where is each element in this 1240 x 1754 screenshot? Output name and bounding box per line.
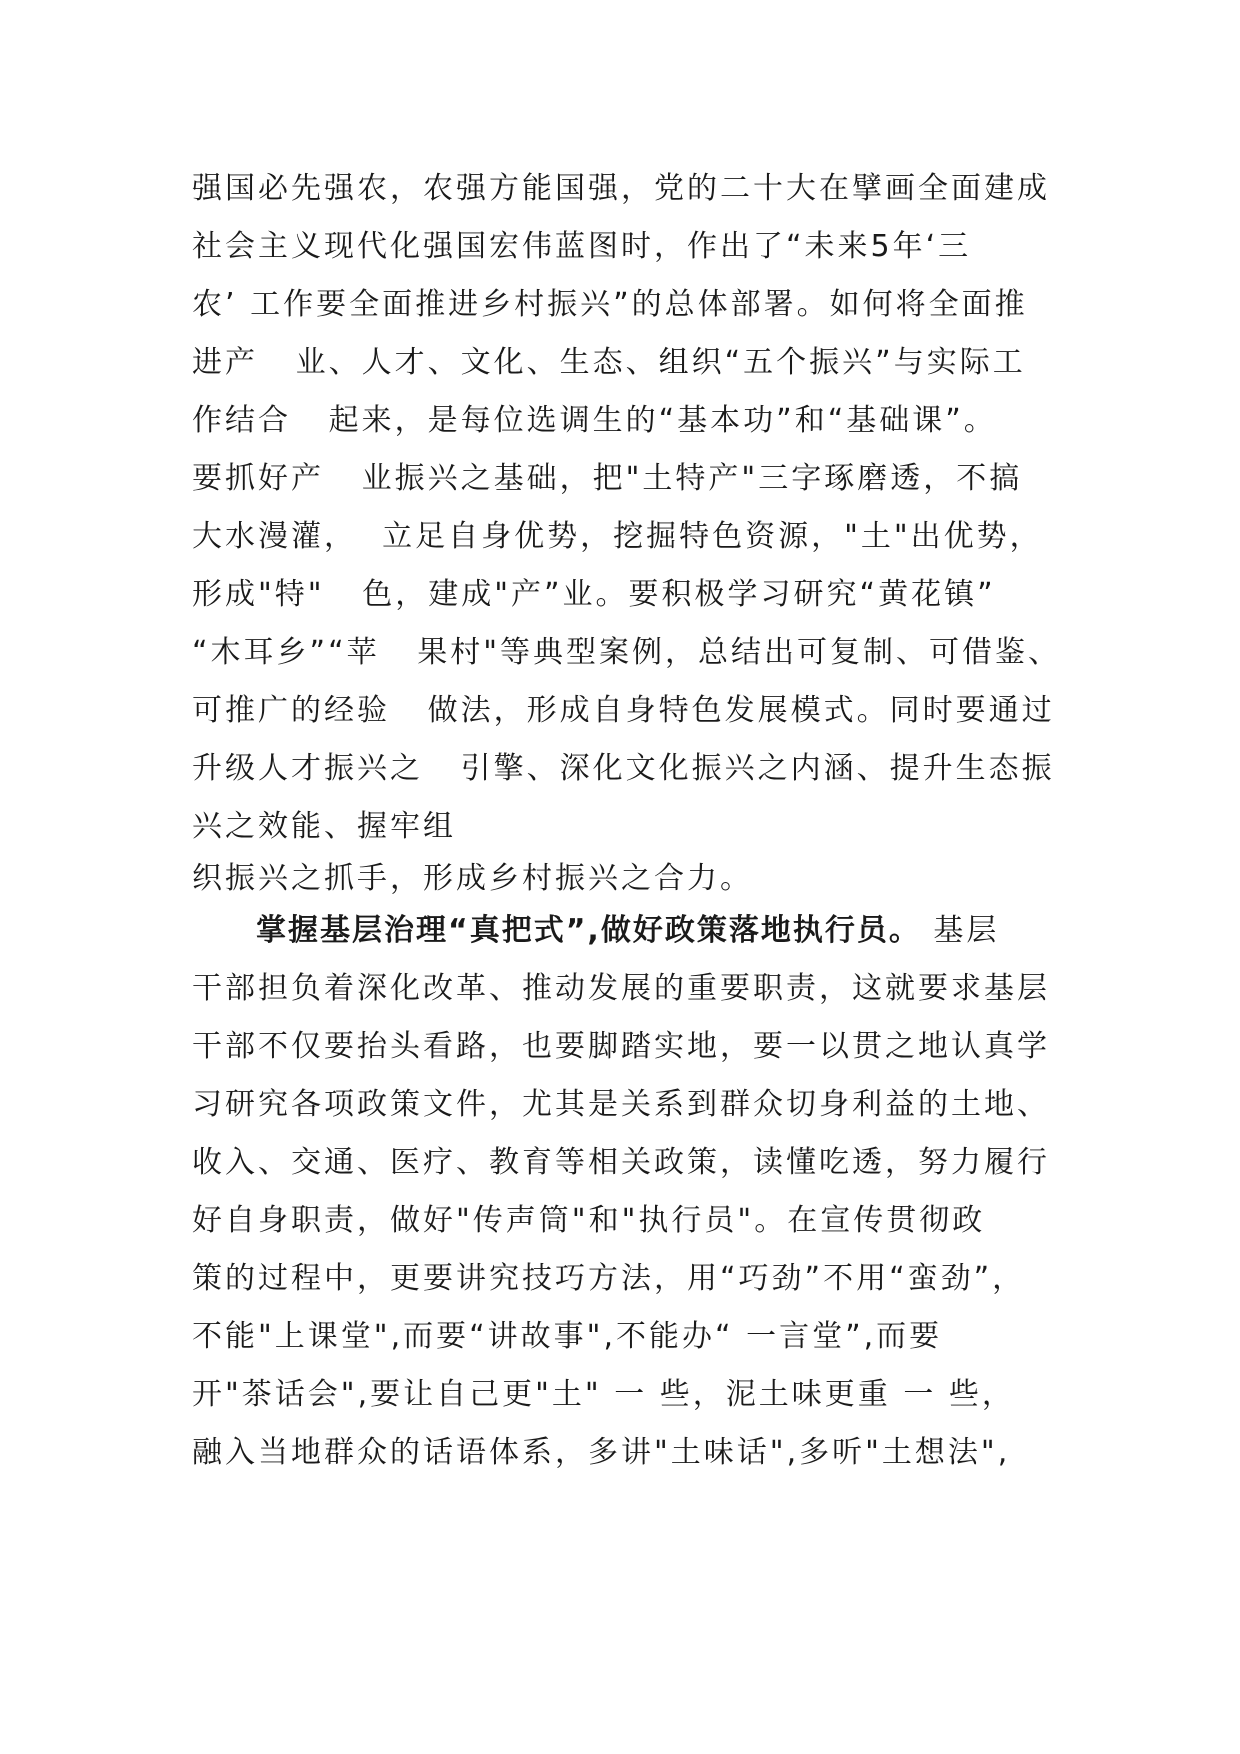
- text-line: 好自身职责，做好"传声筒"和"执行员"。在宣传贯彻政: [192, 1203, 986, 1238]
- text-line: 形成"特" 色，建成"产”业。要积极学习研究“黄花镇”: [192, 577, 996, 612]
- text-line: 融入当地群众的话语体系，多讲"土味话",多听"土想法",: [192, 1435, 1011, 1470]
- text-line: 要抓好产 业振兴之基础，把"土特产"三字琢磨透，不搞: [192, 461, 1023, 496]
- text-line: 收入、交通、医疗、教育等相关政策，读懂吃透，努力履行: [192, 1145, 1050, 1180]
- text-line: 作结合 起来，是每位选调生的“基本功”和“基础课”。: [192, 403, 997, 438]
- paragraph-rural-revitalization: [192, 160, 1112, 908]
- text-line: 可推广的经验 做法，形成自身特色发展模式。同时要通过: [192, 693, 1055, 728]
- text-line: 兴之效能、握牢组: [192, 809, 456, 844]
- text-line: 不能"上课堂",而要“讲故事",不能办“ 一言堂”,而要: [192, 1319, 943, 1354]
- paragraph-grassroots-governance: [192, 902, 1112, 1482]
- text-line-with-lead: [192, 902, 1112, 960]
- lead-sentence: 掌握基层治理“真把式”,做好政策落地执行员。: [256, 913, 921, 948]
- text-line: 强国必先强农，农强方能国强，党的二十大在擘画全面建成: [192, 171, 1050, 206]
- text-line: 织振兴之抓手，形成乡村振兴之合力。: [192, 861, 753, 896]
- text-line: 大水漫灌， 立足自身优势，挖掘特色资源，"土"出优势，: [192, 519, 1043, 554]
- text-line: 社会主义现代化强国宏伟蓝图时，作出了“未来5年‘三: [192, 229, 972, 264]
- text-line: 进产 业、人才、文化、生态、组织“五个振兴”与实际工: [192, 345, 1026, 380]
- text-line: 农’ 工作要全面推进乡村振兴”的总体部署。如何将全面推: [192, 287, 1028, 322]
- text-line: “木耳乡”“苹 果村"等典型案例，总结出可复制、可借鉴、: [192, 635, 1062, 670]
- lead-continuation: 基层: [920, 913, 1000, 948]
- text-line: 干部不仅要抬头看路，也要脚踏实地，要一以贯之地认真学: [192, 1029, 1050, 1064]
- text-line: 干部担负着深化改革、推动发展的重要职责，这就要求基层: [192, 971, 1050, 1006]
- text-line: 策的过程中，更要讲究技巧方法，用“巧劲”不用“蛮劲”，: [192, 1261, 1026, 1296]
- text-line: 习研究各项政策文件，尤其是关系到群众切身利益的土地、: [192, 1087, 1050, 1122]
- text-line: 升级人才振兴之 引擎、深化文化振兴之内涵、提升生态振: [192, 751, 1055, 786]
- text-line: 开"茶话会",要让自己更"土" 一 些，泥土味更重 一 些，: [192, 1377, 1015, 1412]
